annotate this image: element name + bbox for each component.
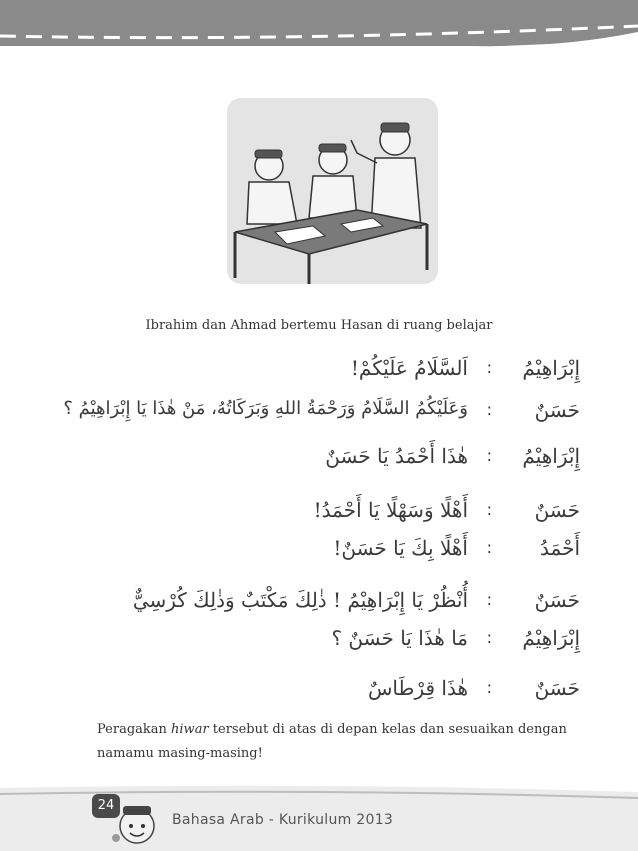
students-illustration [227, 98, 438, 284]
dialog-line: وَعَلَيْكُمُ السَّلَامُ وَرَحْمَةُ اللهِ وَبَرَكَاتُهُ، مَنْ هٰذَا يَا إِبْرَاهِيْمُ ؟ [63, 398, 468, 419]
separator: : [486, 400, 492, 419]
speaker-name: حَسَنٌ [534, 676, 580, 700]
dialog-row [60, 588, 580, 618]
dialog-line: هٰذَا أَحْمَدُ يَا حَسَنٌ [325, 444, 468, 468]
separator: : [486, 500, 492, 519]
speaker-name: أَحْمَدُ [540, 536, 580, 560]
separator: : [486, 538, 492, 557]
dialog-row [40, 398, 580, 428]
dialog-row [60, 536, 580, 566]
separator: : [486, 590, 492, 609]
speaker-name: حَسَنٌ [534, 398, 580, 422]
speaker-name: إِبْرَاهِيْمُ [522, 626, 580, 650]
separator: : [486, 446, 492, 465]
dialog-row [60, 626, 580, 656]
speaker-name: إِبْرَاهِيْمُ [522, 444, 580, 468]
instruction-text-before: Peragakan [97, 722, 172, 737]
mascot-face-icon [110, 800, 164, 846]
dialog-row [60, 676, 580, 706]
instruction-paragraph [97, 718, 577, 766]
dialog-line: مَا هٰذَا يَا حَسَنٌ ؟ [331, 626, 468, 650]
dialog-line: هٰذَا قِرْطَاسٌ [368, 676, 468, 700]
dialog-row [60, 356, 580, 386]
separator: : [486, 628, 492, 647]
top-decorative-band [0, 0, 638, 60]
speaker-name: إِبْرَاهِيْمُ [522, 356, 580, 380]
page-number: 24 [92, 794, 120, 818]
instruction-emphasis: hiwar [171, 722, 209, 737]
dialog-line: أَهْلًا وَسَهْلًا يَا أَحْمَدُ! [313, 498, 468, 522]
speaker-name: حَسَنٌ [534, 588, 580, 612]
illustration-caption: Ibrahim dan Ahmad bertemu Hasan di ruang belajar [145, 318, 493, 333]
speaker-name: حَسَنٌ [534, 498, 580, 522]
book-title: Bahasa Arab - Kurikulum 2013 [172, 812, 394, 828]
dialog-line: أَهْلًا بِكَ يَا حَسَنٌ! [333, 536, 468, 560]
separator: : [486, 678, 492, 697]
instruction-text-after: tersebut di atas di depan kelas dan sesuaikan dengan namamu masing-masing! [97, 722, 567, 761]
dialog-row [60, 498, 580, 528]
dialog-line: أُنْظُرْ يَا إِبْرَاهِيْمُ ! ذٰلِكَ مَكْتَبٌ وَذٰلِكَ كُرْسِيٌّ [132, 588, 468, 612]
dialog-row [60, 444, 580, 474]
dialog-line: اَلسَّلَامُ عَلَيْكُمْ! [350, 356, 468, 380]
separator: : [486, 358, 492, 377]
